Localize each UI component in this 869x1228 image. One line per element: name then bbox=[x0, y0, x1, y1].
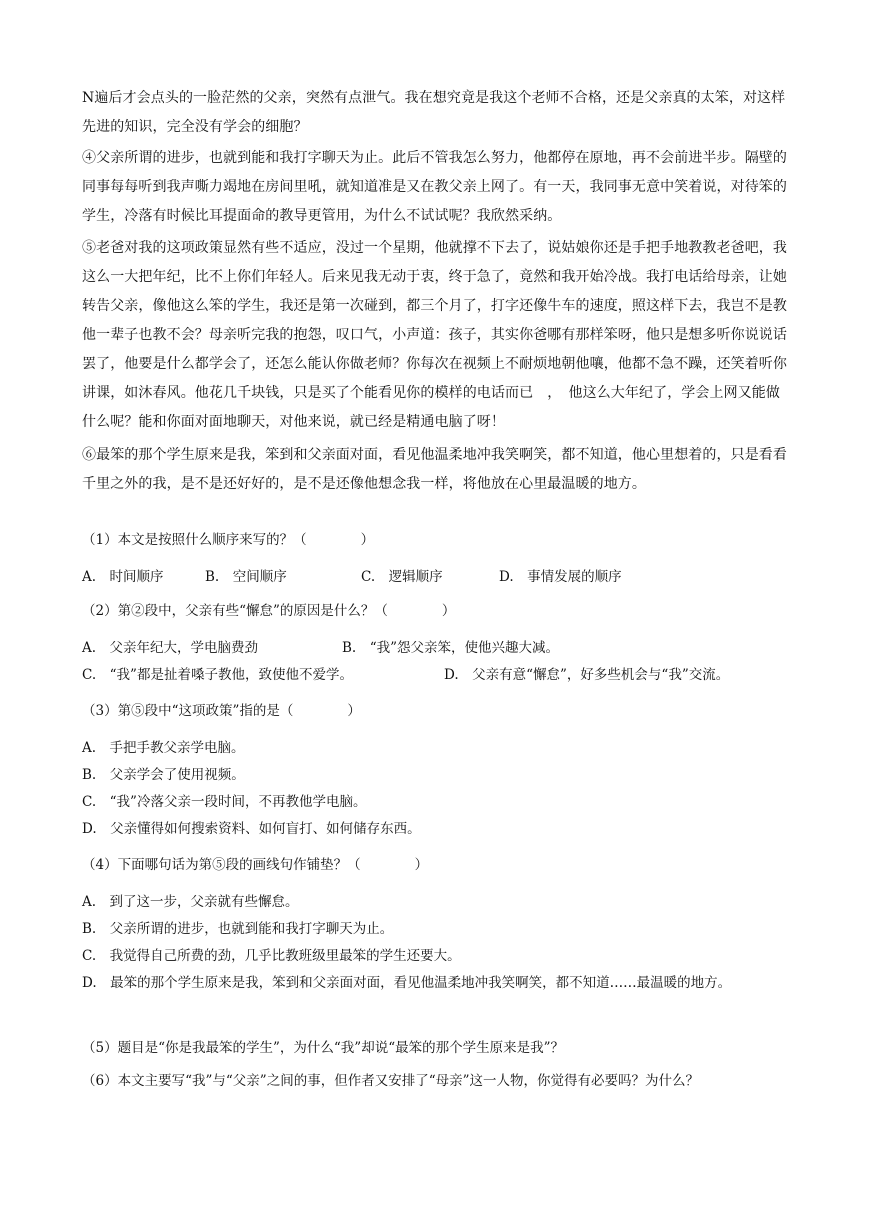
question-2-option-c: C. “我”都是扯着嗓子教他，致使他不爱学。 bbox=[82, 667, 353, 683]
question-1-option-b: B. 空间顺序 bbox=[205, 569, 287, 585]
paragraph-continued: N遍后才会点头的一脸茫然的父亲，突然有点泄气。我在想究竟是我这个老师不合格，还是父亲真的太笨，对这样先进的知识，完全没有学会的细胞？ bbox=[82, 90, 786, 135]
question-3-option-b: B. 父亲学会了使用视频。 bbox=[82, 767, 245, 783]
question-2-stem: （2）第②段中，父亲有些“懈怠”的原因是什么？（ ） bbox=[82, 603, 456, 619]
question-2-options-row-1 bbox=[82, 636, 792, 660]
paragraph-5: ⑤老爸对我的这项政策显然有些不适应，没过一个星期，他就撑不下去了，说姑娘你还是手把手地教教老爸吧，我这么一大把年纪，比不上你们年轻人。后来见我无动于衷，终于急了，竟然和我开始冷战。我打电话给母亲，让她转告父亲，像他这么笨的学生，我还是第一次碰到，都三个月了，打字还像牛车的速度，照这样下去，我岂不是教他一辈子也教不会？母亲听完我的抱怨，叹口气，小声道：孩子，其实你爸哪有那样笨呀，他只是想多听你说说话罢了，他要是什么都学会了，还怎么能认你做老师？你每次在视频上不耐烦地朝他嚷，他都不急不躁，还笑着听你讲课，如沐春风。他花几千块钱，只是买了个能看见你的模样的电话而已 ， 他这么大年纪了，学会上网又能做什么呢？能和你面对面地聊天，对他来说，就已经是精通电脑了呀！ bbox=[82, 240, 787, 430]
question-1-option-a: A. 时间顺序 bbox=[82, 569, 164, 585]
question-1-option-d: D. 事情发展的顺序 bbox=[499, 569, 622, 585]
question-4-option-d: D. 最笨的那个学生原来是我，笨到和父亲面对面，看见他温柔地冲我笑啊笑，都不知道……最温暖的地方。 bbox=[82, 975, 732, 991]
question-3-stem: （3）第⑤段中“这项政策”指的是（ ） bbox=[82, 703, 361, 719]
question-1-option-c: C. 逻辑顺序 bbox=[361, 569, 443, 585]
question-4-option-b: B. 父亲所谓的进步，也就到能和我打字聊天为止。 bbox=[82, 921, 394, 937]
question-4-stem: （4）下面哪句话为第⑤段的画线句作铺垫？（ ） bbox=[82, 857, 429, 873]
question-3-option-c: C. “我”冷落父亲一段时间，不再教他学电脑。 bbox=[82, 794, 367, 810]
question-2-option-d: D. 父亲有意“懈怠”，好多些机会与“我”交流。 bbox=[444, 667, 730, 683]
question-1-stem: （1）本文是按照什么顺序来写的？（ ） bbox=[82, 532, 375, 548]
question-3-option-d: D. 父亲懂得如何搜索资料、如何盲打、如何储存东西。 bbox=[82, 821, 421, 837]
question-4-option-a: A. 到了这一步，父亲就有些懈怠。 bbox=[82, 894, 299, 910]
question-3-option-a: A. 手把手教父亲学电脑。 bbox=[82, 740, 245, 756]
question-5-stem: （5）题目是“你是我最笨的学生”，为什么“我”却说“最笨的那个学生原来是我”？ bbox=[82, 1040, 564, 1056]
question-6-stem: （6）本文主要写“我”与“父亲”之间的事，但作者又安排了“母亲”这一人物，你觉得有必要吗？为什么？ bbox=[82, 1073, 699, 1089]
question-2-option-b: B. “我”怨父亲笨，使他兴趣大减。 bbox=[342, 640, 560, 656]
question-1-options bbox=[82, 565, 792, 589]
question-2-options-row-2 bbox=[82, 663, 792, 687]
paragraph-6: ⑥最笨的那个学生原来是我，笨到和父亲面对面，看见他温柔地冲我笑啊笑，都不知道，他心里想着的，只是看看千里之外的我，是不是还好好的，是不是还像他想念我一样，将他放在心里最温暖的地方。 bbox=[82, 447, 787, 492]
question-4-option-c: C. 我觉得自己所费的劲，几乎比教班级里最笨的学生还要大。 bbox=[82, 948, 461, 964]
paragraph-4: ④父亲所谓的进步，也就到能和我打字聊天为止。此后不管我怎么努力，他都停在原地，再不会前进半步。隔壁的同事每每听到我声嘶力竭地在房间里吼，就知道准是又在教父亲上网了。有一天，我同事无意中笑着说，对待笨的学生，冷落有时候比耳提面命的教导更管用，为什么不试试呢？我欣然采纳。 bbox=[82, 150, 787, 224]
question-2-option-a: A. 父亲年纪大，学电脑费劲 bbox=[82, 640, 259, 656]
